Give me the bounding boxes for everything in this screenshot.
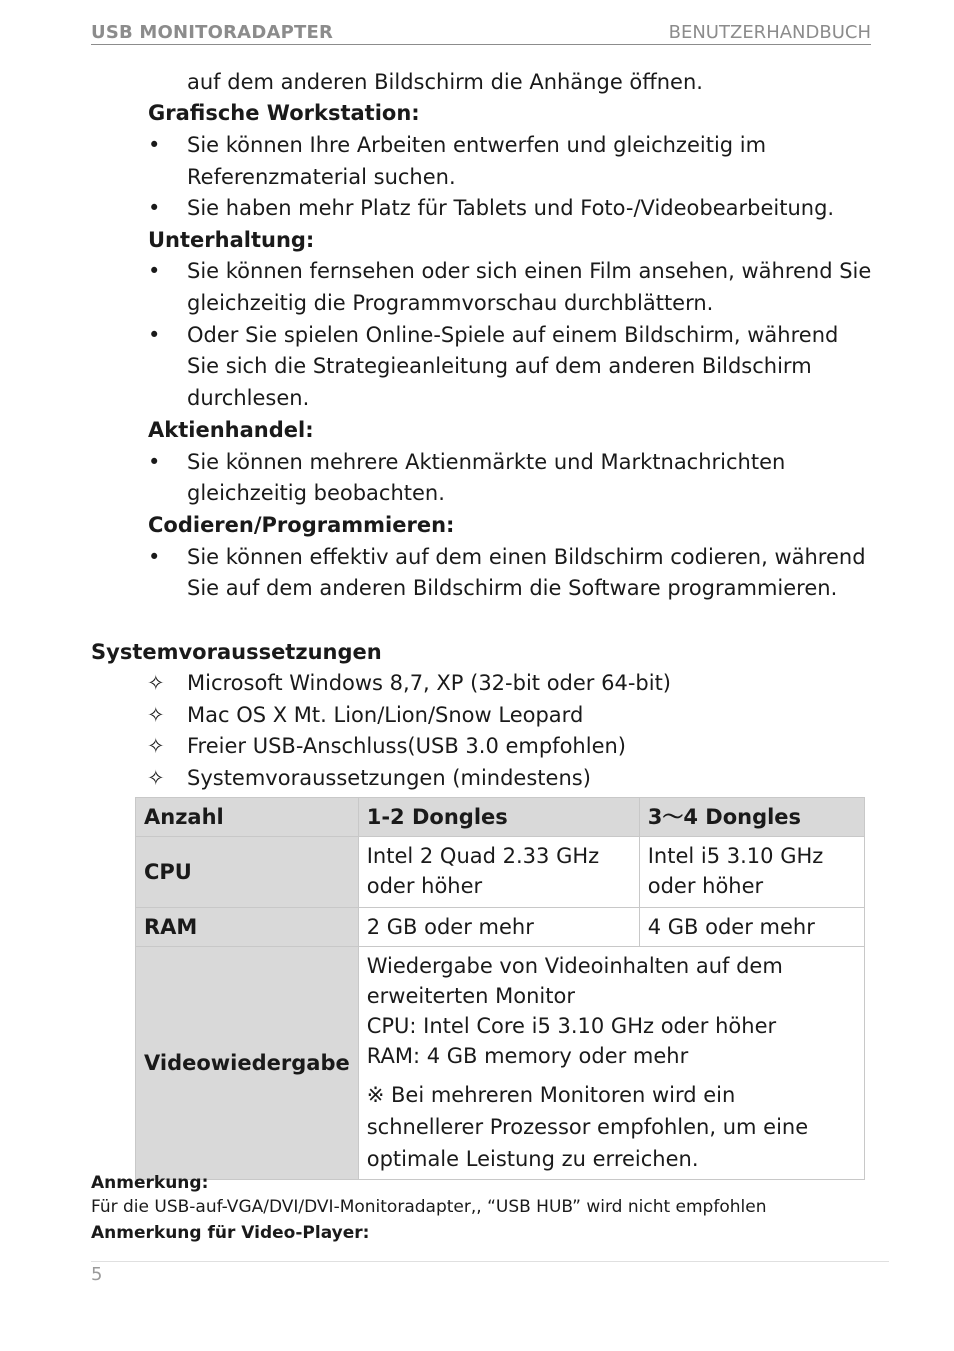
bullet-text: Sie sich die Strategieanleitung auf dem anderen Bildschirm [187,354,812,378]
cell-line: Intel i5 3.10 GHz [647,844,824,868]
section-heading-entertainment: Unterhaltung: [148,228,315,252]
bullet-icon: • [148,323,161,347]
table-header-cell: Anzahl [136,798,359,837]
table-row-ram [136,908,865,947]
intro-line: auf dem anderen Bildschirm die Anhänge öffnen. [187,70,703,94]
footer-divider [91,1261,889,1262]
cell-line: erweiterten Monitor [366,984,575,1008]
bullet-text: gleichzeitig die Programmvorschau durchblättern. [187,291,714,315]
requirement-item: Microsoft Windows 8,7, XP (32-bit oder 64-bit) [187,671,671,695]
table-cell: 4 GB oder mehr [639,908,864,947]
diamond-bullet-icon: ✧ [147,766,165,790]
system-requirements-title: Systemvoraussetzungen [91,640,382,664]
table-row-cpu [136,837,865,908]
note-line: schnellerer Prozessor empfohlen, um eine [366,1115,809,1139]
bullet-icon: • [148,545,161,569]
requirement-item: Freier USB-Anschluss(USB 3.0 empfohlen) [187,734,626,758]
table-header-cell: 1-2 Dongles [358,798,639,837]
cell-line: oder höher [647,874,764,898]
bullet-text: durchlesen. [187,386,310,410]
header-product-title: USB MONITORADAPTER [91,22,334,43]
bullet-text: gleichzeitig beobachten. [187,481,445,505]
bullet-icon: • [148,196,161,220]
table-cell: 2 GB oder mehr [358,908,639,947]
diamond-bullet-icon: ✧ [147,671,165,695]
note-text: Für die USB-auf-VGA/DVI/DVI-Monitoradapter,, “USB HUB” wird nicht empfohlen [91,1197,767,1217]
cell-line: RAM: 4 GB memory oder mehr [366,1044,689,1068]
header-manual-title: BENUTZERHANDBUCH [668,22,871,43]
bullet-icon: • [148,259,161,283]
note-line: optimale Leistung zu erreichen. [366,1147,699,1171]
requirement-item: Mac OS X Mt. Lion/Lion/Snow Leopard [187,703,584,727]
bullet-text: Sie auf dem anderen Bildschirm die Software programmieren. [187,576,838,600]
bullet-text: Oder Sie spielen Online-Spiele auf einem Bildschirm, während [187,323,839,347]
bullet-text: Referenzmaterial suchen. [187,165,456,189]
diamond-bullet-icon: ✧ [147,734,165,758]
bullet-text: Sie haben mehr Platz für Tablets und Foto-/Videobearbeitung. [187,196,835,220]
cell-line: Intel 2 Quad 2.33 GHz [366,844,600,868]
video-player-note-label: Anmerkung für Video-Player: [91,1223,370,1243]
section-heading-coding: Codieren/Programmieren: [148,513,455,537]
row-label: RAM [136,908,359,947]
bullet-icon: • [148,450,161,474]
section-heading-workstation: Grafische Workstation: [148,101,420,125]
row-label: Videowiedergabe [136,947,359,1180]
bullet-text: Sie können fernsehen oder sich einen Film ansehen, während Sie [187,259,872,283]
section-heading-stocks: Aktienhandel: [148,418,314,442]
requirement-item: Systemvoraussetzungen (mindestens) [187,766,591,790]
performance-note [367,1079,856,1175]
diamond-bullet-icon: ✧ [147,703,165,727]
bullet-icon: • [148,133,161,157]
table-cell [358,837,639,908]
page-number: 5 [91,1264,103,1285]
bullet-text: Sie können mehrere Aktienmärkte und Marktnachrichten [187,450,786,474]
table-cell [639,837,864,908]
bullet-text: Sie können Ihre Arbeiten entwerfen und gleichzeitig im [187,133,767,157]
row-label: CPU [136,837,359,908]
cell-line: oder höher [366,874,483,898]
table-header-cell: 3～4 Dongles [639,798,864,837]
cell-line: Wiedergabe von Videoinhalten auf dem [366,954,783,978]
page-header [91,20,871,45]
requirements-table [135,797,865,1180]
bullet-text: Sie können effektiv auf dem einen Bildschirm codieren, während [187,545,866,569]
table-header-row [136,798,865,837]
cell-line: CPU: Intel Core i5 3.10 GHz oder höher [366,1014,777,1038]
table-row-video [136,947,865,1180]
table-cell [358,947,864,1180]
note-label: Anmerkung: [91,1173,209,1193]
note-line: ※ Bei mehreren Monitoren wird ein [366,1083,736,1107]
